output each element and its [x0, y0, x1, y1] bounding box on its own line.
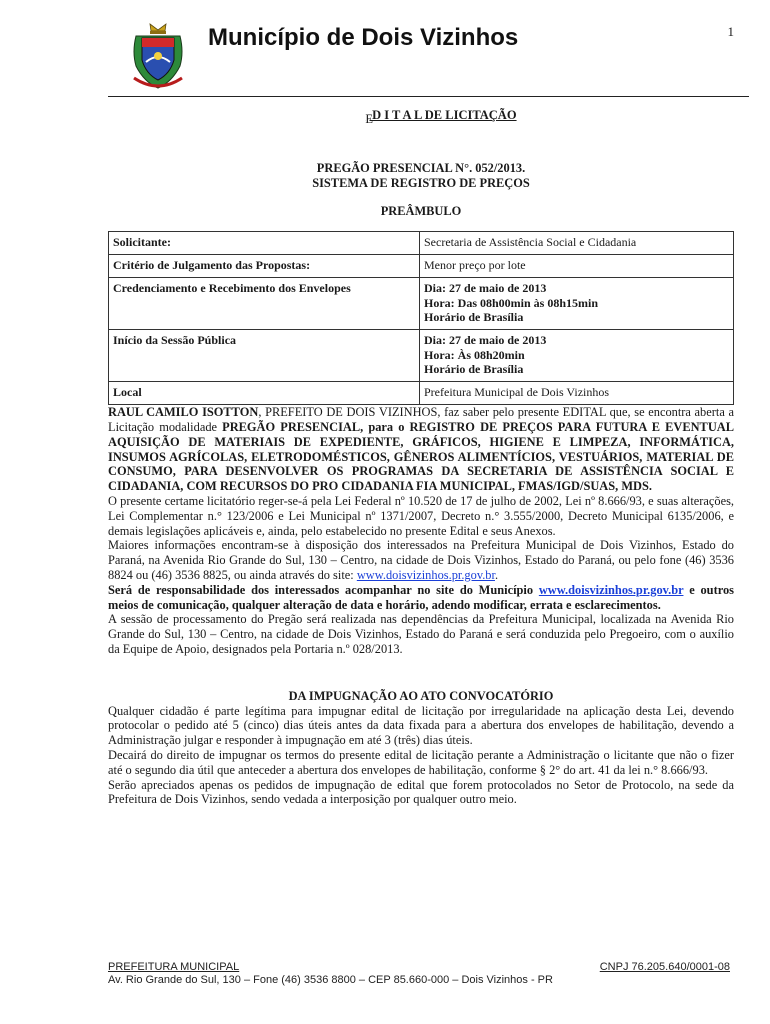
sistema-line: SISTEMA DE REGISTRO DE PREÇOS	[312, 175, 530, 190]
mayor-name: RAUL CAMILO ISOTTON	[108, 405, 259, 420]
coat-of-arms-icon	[130, 22, 186, 92]
intro-object: PREGÃO PRESENCIAL, para o REGISTRO DE PREÇOS PARA FUTURA E EVENTUAL AQUISIÇÃO DE MATERIAIS DE EXPEDIENTE, GRÁFICOS, HIGIENE E LIMPEZA, INFORMÁTICA, INSUMOS AGRÍCOLAS, ELETRODOMÉSTICOS, GÊNEROS ALIMENTÍCIOS, VESTUÁRIOS, MATERIAL DE CONSUMO, PARA DESENVOLVER OS PROGRAMAS DA SECRETARIA DE ASSISTÊNCIA SOCIAL E CIDADANIA, COM RECURSOS DO PRO CIDADANIA FIA MUNICIPAL, FMAS/IGD/SUAS, MDS.	[108, 419, 734, 494]
intro-paragraph	[108, 405, 734, 494]
table-value	[420, 330, 734, 382]
page-number: 1	[727, 24, 734, 39]
table-row	[109, 278, 734, 330]
edital-title-text: D I T A L DE LICITAÇÃO	[372, 108, 517, 122]
intro-text: , PREFEITO DE DOIS VIZINHOS, faz saber pelo presente EDITAL que, se encontra aberta a Licitação modalidade	[108, 405, 734, 434]
table-row	[109, 382, 734, 405]
information-end: .	[494, 567, 499, 582]
table-label: Credenciamento e Recebimento dos Envelopes	[109, 278, 420, 330]
impugnation-paragraph: Qualquer cidadão é parte legítima para impugnar edital de licitação por irregularidade na aplicação desta Lei, devendo protocolar o pedido até 5 (cinco) dias úteis antes da data fixada para a abertura dos envelopes de habilitação, devendo a Administração julgar e responder à impugnação em até 3 (três) dias úteis.	[108, 703, 734, 748]
footer-address: Av. Rio Grande do Sul, 130 – Fone (46) 3536 8800 – CEP 85.660-000 – Dois Vizinhos - PR	[108, 974, 553, 986]
table-label: Local	[109, 382, 420, 405]
footer-cnpj: CNPJ 76.205.640/0001-08	[599, 961, 730, 973]
decadence-paragraph: Decairá do direito de impugnar os termos do presente edital de licitação perante a Administração o licitante que não o fizer até o segundo dia útil que anteceder a abertura dos envelopes de habilitação, conforme § 2° do art. 41 da lei n.° 8.666/93.	[108, 747, 734, 777]
table-label: Solicitante:	[109, 232, 420, 255]
table-value-line: Secretaria de Assistência Social e Cidadania	[424, 235, 637, 250]
page-header	[108, 18, 748, 98]
protocol-paragraph: Serão apreciados apenas os pedidos de impugnação de edital que forem protocolados no Setor de Protocolo, na sede da Prefeitura de Dois Vizinhos, sendo vedada a interposição por qualquer outro meio.	[108, 777, 734, 807]
edital-initial: E	[365, 112, 374, 126]
table-row	[109, 232, 734, 255]
table-row	[109, 330, 734, 382]
session-paragraph: A sessão de processamento do Pregão será realizada nas dependências da Prefeitura Municipal, localizada na Avenida Rio Grande do Sul, 130 – Centro, na cidade de Dois Vizinhos, Estado do Paraná e será conduzida pelo Pregoeiro, com o auxílio da Equipe de Apoio, designados pela Portaria n.º 028/2013.	[108, 612, 734, 656]
responsibility-paragraph	[108, 583, 734, 613]
information-text: Maiores informações encontram-se à disposição dos interessados na Prefeitura Municipal de Dois Vizinhos, Estado do Paraná, na Avenida Rio Grande do Sul, 130 – Centro, na cidade de Dois Vizinhos, Estado do Paraná, ou pelo fone (46) 3536 8824 ou (46) 3536 8825, ou ainda através do site:	[108, 538, 734, 582]
section-title: DA IMPUGNAÇÃO AO ATO CONVOCATÓRIO	[288, 688, 554, 703]
table-value	[420, 382, 734, 405]
information-paragraph	[108, 538, 734, 582]
table-value-line: Prefeitura Municipal de Dois Vizinhos	[424, 385, 610, 400]
table-value-line: Dia: 27 de maio de 2013	[424, 281, 547, 296]
footer-top-line	[108, 961, 730, 974]
header-divider	[108, 96, 749, 97]
pregao-heading	[108, 161, 734, 191]
edital-title	[108, 108, 734, 127]
table-value	[420, 278, 734, 330]
table-label: Critério de Julgamento das Propostas:	[109, 255, 420, 278]
table-value-line: Menor preço por lote	[424, 258, 526, 273]
website-link[interactable]: www.doisvizinhos.pr.gov.br	[356, 567, 495, 582]
table-value-line: Horário de Brasília	[424, 362, 524, 376]
table-value-line: Hora: Das 08h00min às 08h15min	[424, 295, 599, 310]
table-value-line: Hora: Às 08h20min	[424, 347, 525, 362]
table-label: Início da Sessão Pública	[109, 330, 420, 382]
page-title: Município de Dois Vizinhos	[208, 24, 519, 51]
table-value-line: Horário de Brasília	[424, 310, 524, 324]
legal-basis-paragraph: O presente certame licitatório reger-se-á pela Lei Federal nº 10.520 de 17 de julho de 2002, Lei nº 8.666/93, e suas alterações, Lei Complementar n.° 123/2006 e Lei Municipal nº 1371/2007, Decreto n.° 3.555/2000, Decreto Municipal 6135/2006, e demais legislações aplicáveis e, ainda, pelo estabelecido no presente Edital e seus Anexos.	[108, 493, 734, 538]
document-body	[108, 104, 734, 807]
pregao-line: PREGÃO PRESENCIAL N°. 052/2013.	[316, 160, 526, 175]
preambulo-table	[108, 231, 734, 405]
responsibility-end: e outros meios de comunicação, qualquer alteração de data e horário, adendo modificar, errata e esclarecimentos.	[108, 582, 734, 612]
table-value-line: Dia: 27 de maio de 2013	[424, 333, 547, 348]
table-value	[420, 232, 734, 255]
preambulo-heading: PREÂMBULO	[380, 204, 462, 219]
table-row	[109, 255, 734, 278]
footer-municipality: PREFEITURA MUNICIPAL	[108, 961, 240, 973]
responsibility-text: Será de responsabilidade dos interessados acompanhar no site do Município	[108, 582, 539, 597]
page-footer	[108, 961, 730, 987]
website-link[interactable]: www.doisvizinhos.pr.gov.br	[538, 582, 684, 597]
table-value	[420, 255, 734, 278]
